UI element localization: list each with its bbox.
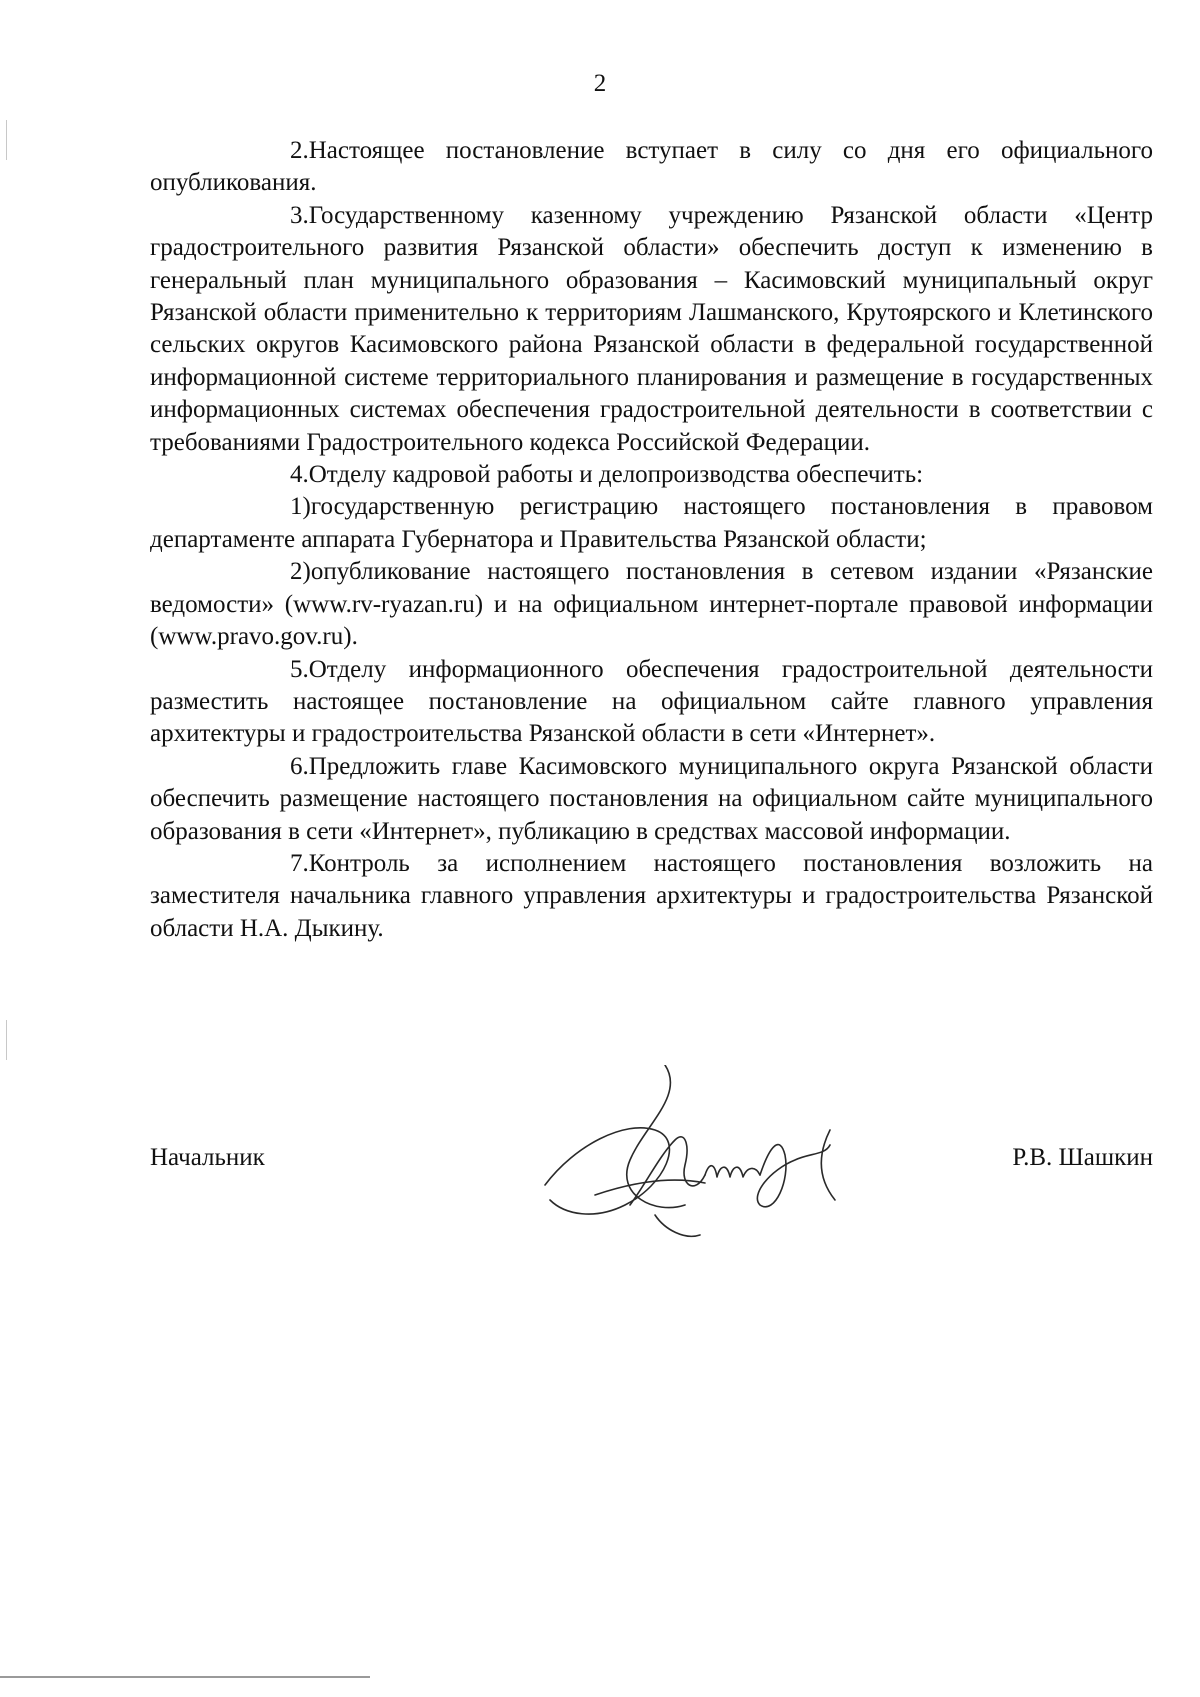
signatory-name: Р.В. Шашкин: [1012, 1144, 1153, 1171]
paragraph-text: Настоящее постановление вступает в силу со дня его официального опубликования.: [150, 137, 1153, 197]
scan-edge-mark: [6, 120, 7, 160]
paragraph-number: 3.: [290, 201, 309, 229]
page-number: 2: [593, 70, 607, 97]
document-body: [150, 135, 1153, 945]
paragraph-6: [150, 751, 1153, 848]
paragraph-4-1: [150, 491, 1153, 556]
paragraph-4: [150, 459, 1153, 491]
paragraph-text: государственную регистрацию настоящего постановления в правовом департаменте аппарата Губернатора и Правительства Рязанской области;: [150, 493, 1153, 553]
signatory-title: Начальник: [150, 1144, 265, 1171]
paragraph-text: опубликование настоящего постановления в сетевом издании «Рязанские ведомости» (www.rv-ryazan.ru) и на официальном интернет-портале правовой информации (www.pravo.gov.ru).: [150, 558, 1153, 651]
paragraph-text: Контроль за исполнением настоящего постановления возложить на заместителя начальника главного управления архитектуры и градостроительства Рязанской области Н.А. Дыкину.: [150, 849, 1153, 942]
paragraph-number: 1): [290, 493, 311, 521]
paragraph-text: Государственному казенному учреждению Рязанской области «Центр градостроительного развития Рязанской области» обеспечить доступ к изменению в генеральный план муниципального образования – Касимовский муниципальный округ Рязанской области применительно к территориям Лашманского, Крутоярского и Клетинского сельских округов Касимовского района Рязанской области в федеральной государственной информационной системе территориального планирования и размещение в государственных информационных системах обеспечения градостроительной деятельности в соответствии с требованиями Градостроительного кодекса Российской Федерации.: [150, 201, 1153, 456]
scan-bottom-line: [0, 1676, 370, 1678]
signature-block: [150, 1144, 1153, 1184]
paragraph-number: 6.: [290, 752, 309, 780]
paragraph-number: 2.: [290, 137, 309, 164]
paragraph-number: 4.: [290, 461, 309, 489]
paragraph-3: [150, 200, 1153, 459]
scan-edge-mark: [6, 1020, 7, 1060]
paragraph-5: [150, 654, 1153, 751]
paragraph-text: Отделу кадровой работы и делопроизводства обеспечить:: [308, 461, 924, 489]
paragraph-text: Предложить главе Касимовского муниципального округа Рязанской области обеспечить размещение настоящего постановления на официальном сайте муниципального образования в сети «Интернет», публикацию в средствах массовой информации.: [150, 752, 1153, 845]
paragraph-number: 5.: [290, 655, 309, 683]
paragraph-4-2: [150, 556, 1153, 653]
paragraph-number: 7.: [290, 849, 309, 877]
paragraph-7: [150, 848, 1153, 945]
paragraph-text: Отделу информационного обеспечения градостроительной деятельности разместить настоящее постановление на официальном сайте главного управления архитектуры и градостроительства Рязанской области в сети «Интернет».: [150, 655, 1153, 748]
paragraph-number: 2): [290, 558, 311, 586]
paragraph-2: [150, 135, 1153, 200]
